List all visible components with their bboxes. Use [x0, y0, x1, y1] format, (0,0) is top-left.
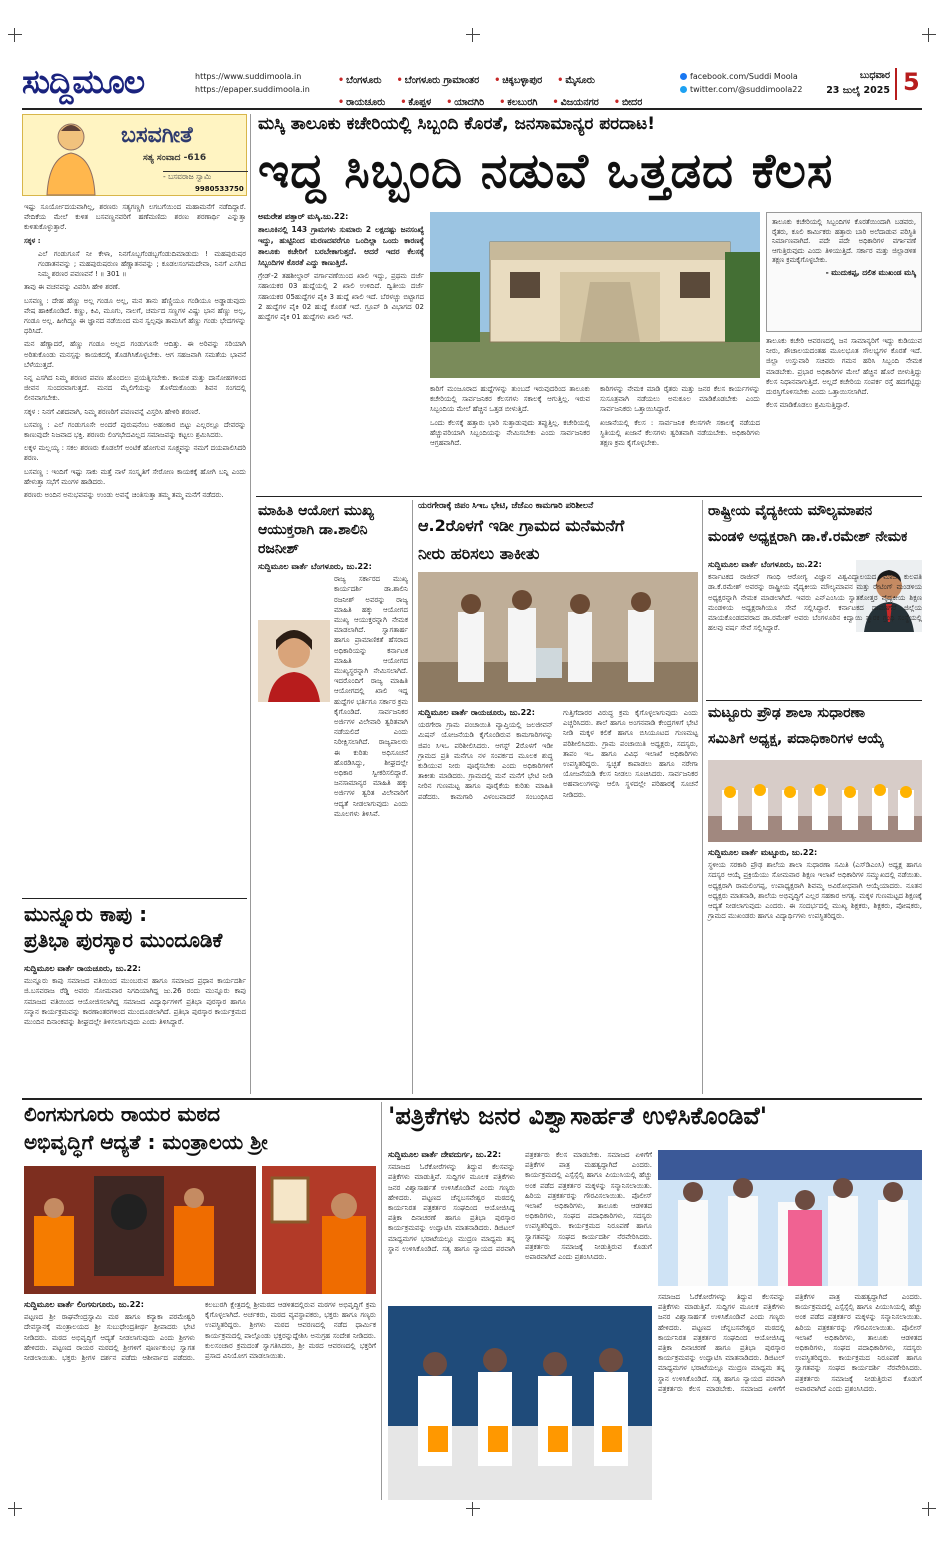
school-byline: ಸುದ್ದಿಮೂಲ ವಾರ್ತೆ ಮಟ್ಟೂರು, ಜು.22:	[708, 848, 818, 857]
lead-paragraph: ಕೆಲಸ ಮಾಡಿಕೊಡಲು ಶ್ರಮಿಸುತ್ತಿದ್ದಾರೆ.	[766, 401, 850, 410]
taluk-office-photo	[430, 212, 760, 378]
press-body	[388, 1150, 652, 1300]
mantralaya-byline: ಸುದ್ದಿಮೂಲ ವಾರ್ತೆ ಲಿಂಗಸುಗೂರು, ಜು.22:	[24, 1300, 144, 1309]
lead-headline: ಇದ್ದ ಸಿಬ್ಬಂದಿ ನಡುವೆ ಒತ್ತಡದ ಕೆಲಸ	[258, 143, 834, 199]
building-icon	[430, 212, 760, 378]
school-headline-2: ಸಮಿತಿಗೆ ಅಧ್ಯಕ್ಷ, ಪದಾಧಿಕಾರಿಗಳ ಆಯ್ಕೆ	[708, 731, 885, 747]
column-rule	[702, 500, 703, 1094]
basava-paragraph: ತಾವು ಈ ವಚನವನ್ನು ವಿವರಿಸಿ ಹೇಳಿ ಶರಣೆ.	[24, 283, 121, 292]
column-rule	[250, 114, 251, 1094]
nav-vijayanagar[interactable]: • ವಿಜಯನಗರ	[552, 97, 599, 108]
lead-paragraph: ಕಾರಿಗೆ ಮಂಜೂರಾದ ಹುದ್ದೆಗಳನ್ನು ತುಂಬದೆ ಇರುವುದರಿಂದ ತಾಲೂಕು ಕಚೇರಿಯಲ್ಲಿ ಸಾರ್ವಜನಿಕರ ಕೆಲಸಗಳು ಸಕಾಲಕ್ಕೆ ಆಗುತ್ತಿಲ್ಲ. ಇರುವ ಸಿಬ್ಬಂದಿಯ ಮೇಲೆ ಹೆಚ್ಚಿನ ಒತ್ತಡ ಬೀಳುತ್ತಿದೆ.	[430, 385, 590, 414]
ramesh-text: ಕರ್ನಾಟಕದ ರಾಜೀವ್ ಗಾಂಧಿ ಆರೋಗ್ಯ ವಿಜ್ಞಾನ ವಿಶ್ವವಿದ್ಯಾಲಯದ ಮಾಜಿ ಕುಲಪತಿ ಡಾ.ಕೆ.ರಮೇಶ್ ಅವರನ್ನು ರಾಷ್ಟ್ರೀಯ ವೈದ್ಯಕೀಯ ಮೌಲ್ಯಮಾಪನ ಮತ್ತು ರೇಟಿಂಗ್ ಮಂಡಳಿಯ ಅಧ್ಯಕ್ಷರನ್ನಾಗಿ ನೇಮಕ ಮಾಡಲಾಗಿದೆ. ಇವರು ಎನ್‌ಎಂಸಿಯ ಸ್ವಾತಕೋತ್ತರ ವೈದ್ಯಕೀಯ ಶಿಕ್ಷಣ ಮಂಡಳಿಯ ಅಧ್ಯಕ್ಷರಾಗಿಯೂ ಸೇವೆ ಸಲ್ಲಿಸಿದ್ದಾರೆ. ಕರ್ನಾಟಕದ ದಾವಣಗೆರೆ ಜಿಲ್ಲೆಯ ಮಾಯಕೊಂಡದವರಾದ ಡಾ.ರಮೇಶ್ ಅವರು ಬೆಂಗಳೂರಿನ ಕಿದ್ವಾಯಿ ಸ್ಮಾರಕ ಗ್ರಂಥಿ ಸಂಸ್ಥೆಯಲ್ಲಿ ಹಲವು ವರ್ಷ ಸೇವೆ ಸಲ್ಲಿಸಿದ್ದಾರೆ.	[708, 573, 922, 633]
nav-chikkaballapur[interactable]: • ಚಿಕ್ಕಬಳ್ಳಾಪುರ	[494, 75, 543, 86]
basava-subtitle: ಸತ್ಯ ಸಂವಾದ -616	[143, 153, 207, 163]
press-byline: ಸುದ್ದಿಮೂಲ ವಾರ್ತೆ ದೇವದುರ್ಗ, ಜು.22:	[388, 1150, 502, 1159]
ramesh-body	[708, 560, 922, 696]
website-link[interactable]: https://www.suddimoola.in	[195, 72, 302, 81]
column-rule	[381, 1102, 382, 1500]
basava-paragraph: ಬಸವಣ್ಣ : ಇಂದಿಗೆ ಇಷ್ಟು ಸಾಕು ಮತ್ತೆ ನಾಳೆ ಸಂಸ್ಕೃತಿಗೆ ಸೇರೋಣ ಕಾಯಕಕ್ಕೆ ಹೋಗಿ ಬನ್ನಿ ಎಂದು ಹೇಳುತ್ತಾ ಸಭೆಗೆ ಮಂಗಳ ಹಾಡಿದರು.	[24, 467, 246, 486]
lead-quote: ತಾಲೂಕು ಕಚೇರಿಯಲ್ಲಿ ಸಿಬ್ಬಂದಿಗಳ ಕೊರತೆಯಿಂದಾಗಿ ಬಡವರು, ರೈತರು, ಕೂಲಿ ಕಾರ್ಮಿಕರು ಹತ್ತಾರು ಬಾರಿ ಅಲೆದಾಡುವ ಪರಿಸ್ಥಿತಿ ನಿರ್ಮಾಣವಾಗಿದೆ. ಪದೇ ಪದೇ ಅಧಿಕಾರಿಗಳ ವರ್ಗಾವಣೆ ಆಗುತ್ತಿರುವುದು ಎಂದು ತಿಳಿಯುತ್ತಿದೆ. ಸರ್ಕಾರ ಮತ್ತು ಜಿಲ್ಲಾಡಳಿತ ತಕ್ಷಣ ಕ್ರಮಕೈಗೊಳ್ಳಬೇಕು.	[772, 218, 916, 265]
stage-icon	[658, 1150, 922, 1286]
press-text: ಸಮಾಜದ ಓರೆಕೋರೆಗಳನ್ನು ತಿದ್ದುವ ಕೆಲಸವನ್ನು ಪತ್ರಿಕೆಗಳು ಮಾಡುತ್ತಿವೆ. ಸುದ್ದಿಗಳ ಮೂಲಕ ಪತ್ರಿಕೆಗಳು ಜನರ ವಿಶ್ವಾಸಾರ್ಹತೆ ಉಳಿಸಿಕೊಂಡಿವೆ ಎಂದು ಗಣ್ಯರು ಹೇಳಿದರು. ಪಟ್ಟಣದ ಚೆನ್ನಬಸವೇಶ್ವರ ಮಠದಲ್ಲಿ ಕಾರ್ಯನಿರತ ಪತ್ರಕರ್ತರ ಸಂಘದಿಂದ ಆಯೋಜಿಸಿದ್ದ ಪತ್ರಿಕಾ ದಿನಾಚರಣೆ ಹಾಗೂ ಪ್ರತಿಭಾ ಪುರಸ್ಕಾರ ಕಾರ್ಯಕ್ರಮವನ್ನು ಉದ್ಘಾಟಿಸಿ ಮಾತನಾಡಿದರು. ಡಿಜಿಟಲ್ ಮಾಧ್ಯಮಗಳ ಭರಾಟೆಯಲ್ಲೂ ಮುದ್ರಣ ಮಾಧ್ಯಮ ತನ್ನ ಸ್ಥಾನ ಉಳಿಸಿಕೊಂಡಿದೆ. ಸತ್ಯ ಹಾಗೂ ನ್ಯಾಯದ ಪರವಾಗಿ ಪತ್ರಕರ್ತರು ಕೆಲಸ ಮಾಡಬೇಕು. ಸಮಾಜದ ಏಳಿಗೆಗೆ ಪತ್ರಿಕೆಗಳ ಪಾತ್ರ ಮಹತ್ವದ್ದಾಗಿದೆ ಎಂದರು. ಕಾರ್ಯಕ್ರಮದಲ್ಲಿ ಎಸ್ಸೆಸ್ಸೆಲ್ಸಿ ಹಾಗೂ ಪಿಯುಸಿಯಲ್ಲಿ ಹೆಚ್ಚು ಅಂಕ ಪಡೆದ ಪತ್ರಕರ್ತರ ಮಕ್ಕಳನ್ನು ಸನ್ಮಾನಿಸಲಾಯಿತು. ಹಿರಿಯ ಪತ್ರಕರ್ತರನ್ನು ಗೌರವಿಸಲಾಯಿತು. ಪೊಲೀಸ್ ಇಲಾಖೆ ಅಧಿಕಾರಿಗಳು, ತಾಲೂಕು ಆಡಳಿತದ ಅಧಿಕಾರಿಗಳು, ಸಂಘದ ಪದಾಧಿಕಾರಿಗಳು, ಸದಸ್ಯರು ಉಪಸ್ಥಿತರಿದ್ದರು. ಕಾರ್ಯಕ್ರಮದ ನಿರೂಪಣೆ ಹಾಗೂ ಸ್ವಾಗತವನ್ನು ಸಂಘದ ಕಾರ್ಯದರ್ಶಿ ನೆರವೇರಿಸಿದರು. ಪತ್ರಕರ್ತರು ಸಮಾಜಕ್ಕೆ ನೀಡುತ್ತಿರುವ ಕೊಡುಗೆ ಅಪಾರವಾಗಿದೆ ಎಂದು ಪ್ರಶಂಸಿಸಿದರು.	[388, 1151, 652, 1262]
crop-mark	[466, 28, 480, 42]
award-headline-1: ಮುನ್ನೂರು ಕಾಪು :	[24, 902, 148, 926]
lead-side-text: ತಾಲೂಕು ಕಚೇರಿ ಆವರಣದಲ್ಲಿ ಜನ ಸಾಮಾನ್ಯರಿಗೆ ಇದ್ದು ಕುಡಿಯುವ ನೀರು, ಶೌಚಾಲಯದಂತಹ ಮೂಲಭೂತ ಸೌಲಭ್ಯಗಳ ಕೊರತೆ ಇದೆ. ಜಿಲ್ಲಾ ಉಸ್ತುವಾರಿ ಸಚಿವರು ಗಮನ ಹರಿಸಿ ಸಿಬ್ಬಂದಿ ನೇಮಕ ಮಾಡಬೇಕು. ಪ್ರಭಾರ ಅಧಿಕಾರಿಗಳ ಮೇಲೆ ಹೆಚ್ಚಿನ ಹೊರೆ ಬೀಳುತ್ತಿದ್ದು ಕೆಲಸ ನಿಧಾನವಾಗುತ್ತಿದೆ. ಅಲ್ಲದೆ ಕಚೇರಿಯ ಸಂಪರ್ಕ ರಸ್ತೆ ಹದಗೆಟ್ಟಿದ್ದು ದುರಸ್ತಿಗೊಳಿಸಬೇಕು ಎಂದು ಒತ್ತಾಯಿಸಲಾಗಿದೆ.	[766, 337, 922, 397]
award-headline-2: ಪ್ರತಿಭಾ ಪುರಸ್ಕಾರ ಮುಂದೂಡಿಕೆ	[24, 928, 223, 952]
basava-geete-box	[22, 114, 247, 196]
lead-paragraph: ಖಜಾನೆಯಲ್ಲಿ ಕೆಲಸ : ಸಾರ್ವಜನಿಕ ಕೆಲಸಗಳೇ ಸಕಾಲಕ್ಕೆ ನಡೆಯದ ಸ್ಥಿತಿಯಲ್ಲಿ ಖಜಾನೆ ಕೆಲಸಗಳು ತ್ವರಿತವಾಗಿ ನಡೆಯಬೇಕು. ಅಧಿಕಾರಿಗಳು ತಕ್ಷಣ ಕ್ರಮ ಕೈಗೊಳ್ಳಬೇಕು.	[600, 418, 760, 448]
nav-raichur[interactable]: • ರಾಯಚೂರು	[338, 97, 386, 108]
page-number: 5	[895, 68, 925, 100]
temple-icon	[24, 1166, 256, 1294]
saint-illustration-icon	[27, 117, 115, 195]
water-kicker: ಯರಗೇರಾಕ್ಕೆ ಜಿಪಂ ಸಿಇಒ ಭೇಟಿ, ಜೆಜೆಎಂ ಕಾಮಗಾರಿ ಪರಿಶೀಲನೆ	[418, 501, 594, 511]
crop-mark	[922, 28, 936, 42]
basava-paragraph: ಸಕ್ಕಳ : ನಿನಗೆ ವಿಶದವಾಗಿ, ನಿಮ್ಮ ಶರಣರಿಗೆ ಪವಣವನ್ನೆ ವಿಸ್ತರಿಸಿ ಹೇಳಿರಿ ಶರಣರೆ.	[24, 407, 201, 416]
water-headline-2: ನೀರು ಹರಿಸಲು ತಾಕೀತು	[418, 544, 540, 563]
nav-bengaluru[interactable]: • ಬೆಂಗಳೂರು	[338, 75, 382, 86]
basava-body	[24, 202, 246, 892]
lead-intro: ತಾಲೂಕಿನಲ್ಲಿ 143 ಗ್ರಾಮಗಳು ಸುಮಾರು 2 ಲಕ್ಷದಷ್ಟು ಜನಸಂಖ್ಯೆ ಇದ್ದು, ಹುಟ್ಟಿನಿಂದ ಮರಣದವರೆಗೂ ಒಂದಿಲ್ಲಾ ಒಂದು ಕಾರಣಕ್ಕೆ ತಾಲೂಕು ಕಚೇರಿಗೆ ಬರಬೇಕಾಗುತ್ತದೆ. ಆದರೆ ಇದರ ಕೆಲಸಕ್ಕೆ ಸಿಬ್ಬಂದಿಗಳ ಕೊರತೆ ಎದ್ದು ಕಾಣುತ್ತಿದೆ.	[258, 225, 424, 268]
school-headline-1: ಮಟ್ಟೂರು ಪ್ರೌಢ ಶಾಲಾ ಸುಧಾರಣಾ	[708, 705, 866, 721]
shalini-byline: ಸುದ್ದಿಮೂಲ ವಾರ್ತೆ ಬೆಂಗಳೂರು, ಜು.22:	[258, 562, 372, 571]
water-headline-1: ಆ.2ರೊಳಗೆ ಇಡೀ ಗ್ರಾಮದ ಮನೆಮನೆಗೆ	[418, 516, 625, 535]
header-links	[195, 70, 325, 100]
column-rule	[412, 500, 413, 1094]
press-stage-photo	[658, 1150, 922, 1286]
shalini-body	[258, 562, 408, 1094]
basava-author: - ಬಸವರಾಜ ಸ್ವಾಮಿ	[163, 171, 248, 183]
basava-paragraph: ಶರಣರು ಅಂದಿನ ಅನುಭವವನ್ನು ಉಂಡು ಅವನ್ನೆ ಚಿಂತಿಸುತ್ತಾ ತಮ್ಮ ತಮ್ಮ ಮನೆಗೆ ನಡೆದರು.	[24, 491, 224, 500]
basava-title: ಬಸವಗೀತೆ	[121, 123, 193, 148]
social-links	[680, 70, 820, 100]
water-text: ಯರಗೇರಾ ಗ್ರಾಮ ಪಂಚಾಯಿತಿ ವ್ಯಾಪ್ತಿಯಲ್ಲಿ ಜಲಜೀವನ್ ಮಿಷನ್ ಯೋಜನೆಯಡಿ ಕೈಗೊಂಡಿರುವ ಕಾಮಗಾರಿಗಳನ್ನು ಜಿಪಂ ಸಿಇಒ ಪರಿಶೀಲಿಸಿದರು. ಆಗಸ್ಟ್ 2ರೊಳಗೆ ಇಡೀ ಗ್ರಾಮದ ಪ್ರತಿ ಮನೆಗೂ ನಳ ಸಂಪರ್ಕದ ಮೂಲಕ ಶುದ್ಧ ಕುಡಿಯುವ ನೀರು ಪೂರೈಸಬೇಕು ಎಂದು ಅಧಿಕಾರಿಗಳಿಗೆ ತಾಕೀತು ಮಾಡಿದರು. ಗ್ರಾಮದಲ್ಲಿ ಮನೆ ಮನೆಗೆ ಭೇಟಿ ನೀಡಿ ನೀರಿನ ಗುಣಮಟ್ಟ ಹಾಗೂ ಪೂರೈಕೆಯ ಕುರಿತು ಮಾಹಿತಿ ಪಡೆದರು. ಕಾಮಗಾರಿ ವಿಳಂಬವಾದರೆ ಸಂಬಂಧಿಸಿದ ಗುತ್ತಿಗೆದಾರರ ವಿರುದ್ಧ ಕ್ರಮ ಕೈಗೊಳ್ಳಲಾಗುವುದು ಎಂದು ಎಚ್ಚರಿಸಿದರು. ಶಾಲೆ ಹಾಗೂ ಅಂಗನವಾಡಿ ಕೇಂದ್ರಗಳಿಗೆ ಭೇಟಿ ನೀಡಿ ಮಕ್ಕಳ ಕಲಿಕೆ ಹಾಗೂ ಬಿಸಿಯೂಟದ ಗುಣಮಟ್ಟ ಪರಿಶೀಲಿಸಿದರು. ಗ್ರಾಮ ಪಂಚಾಯಿತಿ ಅಧ್ಯಕ್ಷರು, ಸದಸ್ಯರು, ತಾಪಂ ಇಒ ಹಾಗೂ ವಿವಿಧ ಇಲಾಖೆ ಅಧಿಕಾರಿಗಳು ಉಪಸ್ಥಿತರಿದ್ದರು. ಸ್ವಚ್ಛತೆ ಕಾಪಾಡಲು ಹಾಗೂ ನರೇಗಾ ಯೋಜನೆಯಡಿ ಕೆಲಸ ನೀಡಲು ಸೂಚಿಸಿದರು. ಸಾರ್ವಜನಿಕರ ಅಹವಾಲುಗಳನ್ನು ಆಲಿಸಿ ಸ್ಥಳದಲ್ಲೇ ಪರಿಹಾರಕ್ಕೆ ಸೂಚನೆ ನೀಡಿದರು.	[418, 709, 698, 801]
press-headline: 'ಪತ್ರಿಕೆಗಳು ಜನರ ವಿಶ್ವಾಸಾರ್ಹತೆ ಉಳಿಸಿಕೊಂಡಿವೆ'	[388, 1102, 768, 1130]
twitter-icon	[680, 86, 687, 93]
masthead-rule	[22, 108, 922, 110]
edition-date-text: 23 ಜುಲೈ 2025	[826, 85, 890, 96]
basava-paragraph: ಬಸವಣ್ಣ : ಎಲೆ ಗಂಡುಗೂಸೇ ಅಂದರೆ ಪುರುಷನೆಂಬ ಅಹಂಕಾರ ಬಿಟ್ಟು ಎಲ್ಲರಲ್ಲೂ ದೇವರನ್ನು ಕಾಣುವುದೇ ನಿಜವಾದ ಭಕ್ತಿ. ಶರಣರು ಲಿಂಗಭೇದವಿಲ್ಲದ ಸಮಾಜವನ್ನು ಕಟ್ಟಲು ಶ್ರಮಿಸಿದರು.	[24, 420, 246, 440]
award-body	[24, 964, 246, 1094]
school-committee-photo	[708, 760, 922, 842]
section-rule	[256, 496, 922, 497]
nav-bidar[interactable]: • ಬೀದರ	[613, 97, 643, 108]
lead-quote-box	[766, 212, 922, 332]
shalini-text: ರಾಜ್ಯ ಸರ್ಕಾರದ ಮುಖ್ಯ ಕಾರ್ಯದರ್ಶಿ ಡಾ.ಶಾಲಿನಿ ರಜನೀಶ್ ಅವರನ್ನು ರಾಜ್ಯ ಮಾಹಿತಿ ಹಕ್ಕು ಆಯೋಗದ ಮುಖ್ಯ ಆಯುಕ್ತರನ್ನಾಗಿ ನೇಮಕ ಮಾಡಲಾಗಿದೆ. ಸ್ವಾಗತಾರ್ಹ ಹಾಗೂ ಪ್ರಾಮಾಣಿಕತೆ ಹೆಸರಾದ ಅಧಿಕಾರಿಯನ್ನು ಕರ್ನಾಟಕ ಮಾಹಿತಿ ಆಯೋಗದ ಮುಖ್ಯಸ್ಥರನ್ನಾಗಿ ನೇಮಿಸಲಾಗಿದೆ. ಇದರೊಂದಿಗೆ ರಾಜ್ಯ ಮಾಹಿತಿ ಆಯೋಗದಲ್ಲಿ ಖಾಲಿ ಇದ್ದ ಹುದ್ದೆಗಳ ಭರ್ತಿಗೂ ಸರ್ಕಾರ ಕ್ರಮ ಕೈಗೊಂಡಿದೆ. ಸಾರ್ವಜನಿಕರ ಅರ್ಜಿಗಳ ವಿಲೇವಾರಿ ತ್ವರಿತವಾಗಿ ನಡೆಯಲಿದೆ ಎಂದು ನಿರೀಕ್ಷಿಸಲಾಗಿದೆ. ರಾಜ್ಯಪಾಲರು ಈ ಕುರಿತು ಅಧಿಸೂಚನೆ ಹೊರಡಿಸಿದ್ದು, ಶೀಘ್ರದಲ್ಲೇ ಅಧಿಕಾರ ಸ್ವೀಕರಿಸಲಿದ್ದಾರೆ. ಜನಸಾಮಾನ್ಯರ ಮಾಹಿತಿ ಹಕ್ಕು ಅರ್ಜಿಗಳ ತ್ವರಿತ ವಿಲೇವಾರಿಗೆ ಆದ್ಯತೆ ನೀಡಲಾಗುವುದು ಎಂದು ಮೂಲಗಳು ತಿಳಿಸಿವೆ.	[334, 575, 408, 818]
lead-side-column	[766, 336, 922, 490]
basava-phone: 9980533750	[195, 185, 244, 193]
nav-koppal[interactable]: • ಕೊಪ್ಪಳ	[400, 97, 432, 108]
epaper-link[interactable]: https://epaper.suddimoola.in	[195, 85, 310, 94]
award-byline: ಸುದ್ದಿಮೂಲ ವಾರ್ತೆ ರಾಯಚೂರು, ಜು.22:	[24, 964, 141, 973]
mantralaya-headline-2: ಅಭಿವೃದ್ಧಿಗೆ ಆದ್ಯತೆ : ಮಂತ್ರಾಲಯ ಶ್ರೀ	[24, 1130, 268, 1154]
basava-paragraph: ಮನ ಹೆಣ್ಣಾದರೆ, ಹೆಣ್ಣು ಗಂಡೂ ಅಲ್ಲದ ಗಂಡುಗೂಸೇ ಆದಿತ್ತು. ಈ ಅರಿವನ್ನು ಸರಿಯಾಗಿ ಅರಿತುಕೊಂಡು ಮನಸ್ಸನ್ನು ಕಾಯಕದಲ್ಲಿ ತೊಡಗಿಸಿಕೊಳ್ಳಬೇಕು. ಆಗ ಸಹಜವಾಗಿ ಸಮತೆಯ ಭಾವನೆ ಬೆಳೆಯುತ್ತದೆ.	[24, 340, 246, 369]
nav-yadgir[interactable]: • ಯಾದಗಿರಿ	[446, 97, 485, 108]
water-inspection-photo	[418, 572, 698, 702]
edition-day: ಬುಧವಾರ	[859, 70, 890, 81]
basava-paragraph: ಸಕ್ಕಳ :	[24, 236, 41, 245]
shalini-headline: ಮಾಹಿತಿ ಆಯೋಗ ಮುಖ್ಯ ಆಯುಕ್ತರಾಗಿ ಡಾ.ಶಾಲಿನಿ ರಜನೀಶ್	[258, 503, 374, 557]
crop-mark	[466, 1502, 480, 1516]
lead-paragraph: ಕಾರಿಗಳನ್ನು ನೇಮಕ ಮಾಡಿ ರೈತರು ಮತ್ತು ಜನರ ಕೆಲಸ ಕಾರ್ಯಗಳನ್ನು ಸುಸೂತ್ರವಾಗಿ ನಡೆಯಲು ಅನುಕೂಲ ಮಾಡಿಕೊಡಬೇಕು ಎಂದು ಸಾರ್ವಜನಿಕರು ಒತ್ತಾಯಿಸಿದ್ದಾರೆ.	[600, 385, 760, 414]
section-rule	[22, 1098, 922, 1100]
group-photo-icon	[708, 760, 922, 842]
nav-bengaluru-rural[interactable]: • ಬೆಂಗಳೂರು ಗ್ರಾಮಾಂತರ	[396, 75, 480, 86]
water-body	[418, 708, 698, 1094]
facebook-link[interactable]: facebook.com/Suddi Moola	[680, 70, 820, 83]
facebook-icon	[680, 73, 687, 80]
district-nav	[338, 68, 678, 108]
seer-icon	[262, 1166, 376, 1294]
crowd-icon	[418, 572, 698, 702]
mantralaya-headline-1: ಲಿಂಗಸುಗೂರು ರಾಯರ ಮಠದ	[24, 1102, 221, 1126]
school-body	[708, 848, 922, 1094]
lead-paragraph: ಒಂದು ಕೆಲಸಕ್ಕೆ ಹತ್ತಾರು ಭಾರಿ ಸುತ್ತಾಡುವುದು ತಪ್ಪುತ್ತಿಲ್ಲ. ಕಚೇರಿಯಲ್ಲಿ ಹೆಚ್ಚುವರಿಯಾಗಿ ಸಿಬ್ಬಂದಿಯನ್ನು ನೇಮಿಸಬೇಕು ಎಂದು ಸಾರ್ವಜನಿಕರ ಆಗ್ರಹವಾಗಿದೆ.	[430, 418, 590, 448]
press-body-continued	[658, 1292, 922, 1500]
ramesh-byline: ಸುದ್ದಿಮೂಲ ವಾರ್ತೆ ಬೆಂಗಳೂರು, ಜು.22:	[708, 560, 822, 569]
basava-paragraph: ಇಷ್ಟು ಸೂರ್ಯೋದಯವಾಗಿಲ್ಲ, ಶರಣರು ಸತ್ಯಗಣ್ಣಗಿ ಲಗಬಗೆಯಿಂದ ಮಹಾಮನೆಗೆ ನಡೆದಿದ್ದಾರೆ. ವೇದಿಕೆಯ ಮೇಲೆ ಕುಳಿತ ಬಸವಣ್ಣನವರಿಗೆ ಹಣೆಮಣಿದು ಶರಣು ಶರಣಾರ್ಥಿ ಎನ್ನುತ್ತಾ ಕುಳಿತುಕೊಳ್ಳುತ್ತಾರೆ.	[24, 203, 246, 232]
ramesh-headline-2: ಮಂಡಳಿ ಅಧ್ಯಕ್ಷರಾಗಿ ಡಾ.ಕೆ.ರಮೇಶ್ ನೇಮಕ	[708, 529, 908, 545]
lead-kicker: ಮಸ್ಕಿ ತಾಲೂಕು ಕಚೇರಿಯಲ್ಲಿ ಸಿಬ್ಬಂದಿ ಕೊರತೆ, ಜನಸಾಮಾನ್ಯರ ಪರದಾಟ!	[258, 114, 656, 134]
basava-paragraph: ಬಸವಣ್ಣ : ದೇಹ ಹೆಣ್ಣು ಅಲ್ಲ ಗಂಡೂ ಅಲ್ಲ, ಮನ ತಾನು ಹೆಣ್ಣಿಯೂ ಗಂಡಿಯೂ ಅಡ್ಡಾಡುವುದು ವೇಷ ಹಾಕಿಕೊಂಡಿದೆ. ಕಣ್ಣು, ಕಿವಿ, ಮೂಗು, ನಾಲಗೆ, ಚರ್ಮದ ಸಣ್ಣಗಳ ವಿಷ್ಣು ಭಾನ ಹೆಣ್ಣು ಅಲ್ಲ, ಗಂಡೂ ಅಲ್ಲ. ಹೀಗಿದ್ದೂ ಈ ಜ್ಞಾನದ ನಡೆಯಿಂದ ಮನ ಸ್ವಲ್ಪವೂ ತಾಮಸಿಗೆ ಹೆಣ್ಣು ಗಂಡು ಭೇದಗಳನ್ನು ಧರಿಸಿದೆ.	[24, 296, 246, 336]
basava-verse: ಎಲೆ ಗಂಡುಗೂಸೆ ನೀ ಕೇಳಾ, ನಿನಗೊಬ್ಬಗೆಂಡಬ್ಬಗೆಂಡುದಿಮಾಡುದು ! ಮಹಪುರುಷರ ಗಂಡಾತನವನ್ನು ; ಮಹಪುರುಷರುಣ ಹೆಣ್ಣಾತನವನ್ನು ; ಕೂಡಲಸಂಗಮದೇವಾ, ನಿನಗೆ ಎಸಗಿದ ನಿಮ್ಮ ಶರಣರ ಪವಣವನೆ ! ॥ 301 ॥	[38, 249, 246, 279]
crop-mark	[8, 1502, 22, 1516]
mantralaya-text: ಪಟ್ಟಣದ ಶ್ರೀ ರಾಘವೇಂದ್ರಸ್ವಾಮಿ ಮಠ ಹಾಗೂ ಕನ್ಯಾಕಾ ಪರಮೇಶ್ವರಿ ದೇವಸ್ಥಾನಕ್ಕೆ ಮಂತ್ರಾಲಯದ ಶ್ರೀ ಸುಬುಧೇಂದ್ರತೀರ್ಥ ಶ್ರೀಪಾದರು ಭೇಟಿ ನೀಡಿದರು. ಮಠದ ಅಭಿವೃದ್ಧಿಗೆ ಆದ್ಯತೆ ನೀಡಲಾಗುವುದು ಎಂದು ಶ್ರೀಗಳು ಹೇಳಿದರು. ಪಟ್ಟಣದ ರಾಯರ ಮಠದಲ್ಲಿ ಶ್ರೀಗಳಿಗೆ ಪೂರ್ಣಕುಂಭ ಸ್ವಾಗತ ನೀಡಲಾಯಿತು. ಭಕ್ತರು ಶ್ರೀಗಳ ದರ್ಶನ ಪಡೆದು ಆಶೀರ್ವಾದ ಪಡೆದರು. ಕಲಬುರಗಿ ಕ್ಷೇತ್ರದಲ್ಲಿ ಶ್ರೀಮಠದ ಆಡಳಿತದಲ್ಲಿರುವ ಮಠಗಳ ಅಭಿವೃದ್ಧಿಗೆ ಕ್ರಮ ಕೈಗೊಳ್ಳಲಾಗಿದೆ. ಅರ್ಚಕರು, ಮಠದ ವ್ಯವಸ್ಥಾಪಕರು, ಭಕ್ತರು ಹಾಗೂ ಗಣ್ಯರು ಉಪಸ್ಥಿತರಿದ್ದರು. ಶ್ರೀಗಳು ಮಠದ ಆವರಣದಲ್ಲಿ ನಡೆದ ಧಾರ್ಮಿಕ ಕಾರ್ಯಕ್ರಮದಲ್ಲಿ ಪಾಲ್ಗೊಂಡು ಭಕ್ತರನ್ನುದ್ದೇಶಿಸಿ ಅನುಗ್ರಹ ಸಂದೇಶ ನೀಡಿದರು. ಕುಲಸಂಚಾರ ಕ್ರಮದಂತೆ ಸ್ವಾಗತಿಸಿದರು, ಶ್ರೀ ಮಠದ ಆವರಣದಲ್ಲಿ ಭಕ್ತರಿಗೆ ಪ್ರಸಾದ ವಿನಿಯೋಗ ಮಾಡಲಾಯಿತು.	[24, 1301, 376, 1363]
lead-intro-column	[258, 212, 424, 490]
mantralaya-photo-2	[262, 1166, 376, 1294]
ramesh-headline-1: ರಾಷ್ಟ್ರೀಯ ವೈದ್ಯಕೀಯ ಮೌಲ್ಯಮಾಪನ	[708, 503, 873, 519]
twitter-link[interactable]: twitter.com/@suddimoola22	[680, 83, 820, 96]
section-rule	[22, 898, 247, 899]
lead-quote-signature: - ಮುದುಕಪ್ಪ, ದಲಿತ ಮುಖಂಡ ಮಸ್ಕಿ	[825, 267, 916, 277]
lead-paragraph: ಗ್ರೇಡ್-2 ತಹಶೀಲ್ದಾರ್ ವರ್ಗಾವಣೆಯಿಂದ ಖಾಲಿ ಇದ್ದು, ಪ್ರಥಮ ದರ್ಜೆ ಸಹಾಯಕರ 03 ಹುದ್ದೆಯಲ್ಲಿ 2 ಖಾಲಿ ಉಳಿದಿದೆ. ದ್ವಿತೀಯ ದರ್ಜೆ ಸಹಾಯಕರ 05ಹುದ್ದೆಗಳ ಪೈಕಿ 3 ಹುದ್ದೆ ಖಾಲಿ ಇದೆ. ಬೆರಳಚ್ಚು ಬಿಟ್ಟಾಗದ 2 ಹುದ್ದೆಗಳ ಪೈಕಿ 02 ಹುದ್ದೆ ಕೊರತೆ ಇದೆ. ಗ್ರೂಪ್ ಡಿ ವಿಭಾಗದ 02 ಹುದ್ದೆಗಳ ಪೈಕಿ 01 ಹುದ್ದೆಗಳು ಖಾಲಿ ಇವೆ.	[258, 272, 424, 322]
crop-mark	[922, 1502, 936, 1516]
nav-mysuru[interactable]: • ಮೈಸೂರು	[557, 75, 595, 86]
nav-kalaburagi[interactable]: • ಕಲಬುರಗಿ	[499, 97, 538, 108]
lead-col-2	[430, 384, 760, 490]
award-text: ಮುನ್ನೂರು ಕಾಪು ಸಮಾಜದ ವತಿಯಿಂದ ಮುಂಬರುವ ಹಾಗೂ ಸಮಾಜದ ಪ್ರಧಾನ ಕಾರ್ಯದರ್ಶಿ ಜಿ.ಬಸವರಾಜ ರೆಡ್ಡಿ ಅವರು ಸೋಮವಾರ ನಿಗದಿಯಾಗಿದ್ದ ಜು.26 ರಂದು ಮುನ್ನೂರು ಕಾಪು ಸಮಾಜದ ವತಿಯಿಂದ ಆಯೋಜಿಸಲಾಗಿದ್ದ ಸಮಾಜದ ವಿದ್ಯಾರ್ಥಿಗಳಿಗೆ ಪ್ರತಿಭಾ ಪುರಸ್ಕಾರ ಹಾಗೂ ಸನ್ಮಾನ ಕಾರ್ಯಕ್ರಮವನ್ನು ಕಾರಣಾಂತರಗಳಿಂದ ಮುಂದೂಡಲಾಗಿದೆ. ಪ್ರತಿಭಾ ಪುರಸ್ಕಾರ ಕಾರ್ಯಕ್ರಮದ ಮುಂದಿನ ದಿನಾಂಕವನ್ನು ಶೀಘ್ರದಲ್ಲೇ ತಿಳಿಸಲಾಗುವುದು ಎಂದು ತಿಳಿಸಿದ್ದಾರೆ.	[24, 977, 246, 1027]
edition-date	[820, 68, 890, 100]
mantralaya-photo-1	[24, 1166, 256, 1294]
masthead-logo[interactable]: ಸುದ್ದಿಮೂಲ	[22, 62, 145, 101]
lead-byline: ಅಮರೇಶ ಪತ್ತಾರ್ ಮಸ್ಕಿ.ಜು.22:	[258, 212, 349, 221]
water-byline: ಸುದ್ದಿಮೂಲ ವಾರ್ತೆ ರಾಯಚೂರು, ಜು.22:	[418, 708, 535, 717]
mantralaya-body	[24, 1300, 376, 1500]
basava-paragraph: ನಿನ್ನ ಎಸಗಿದ ನಿಮ್ಮ ಶರಣರ ಪವಣ ಹೊಂದಲು ಪ್ರಯತ್ನಿಸಬೇಕು. ಕಾಯಕ ಮತ್ತು ದಾಸೋಹಗಳಿಂದ ಜೀವನ ಸುಂದರವಾಗುತ್ತದೆ. ಮನದ ಮೈಲಿಗೆಯನ್ನು ತೊಳೆದುಕೊಂಡು ಶಿವನ ಸಂಗದಲ್ಲಿ ಲೀನವಾಗಬೇಕು.	[24, 374, 246, 403]
basava-paragraph: ಲಕ್ಕಳ ಮಲ್ಲಯ್ಯ : ಸಕಲ ಶರಣರು ಕೊಡಲೆಗೆ ಅಂಟಿಕೆ ಹೋಗುವ ಸೂಕ್ಷ್ಮವನ್ನು ನಮಗೆ ದಯಪಾಲಿಸಿದರಿ ಶರಣ.	[24, 444, 246, 463]
section-rule	[706, 700, 922, 701]
crop-mark	[8, 28, 22, 42]
press-award-photo	[388, 1306, 652, 1500]
school-text: ಸ್ಥಳೀಯ ಸರಕಾರಿ ಪ್ರೌಢ ಶಾಲೆಯ ಶಾಲಾ ಸುಧಾರಣಾ ಸಮಿತಿ (ಎಸ್‌ಡಿಎಂಸಿ) ಅಧ್ಯಕ್ಷ ಹಾಗೂ ಸದಸ್ಯರ ಆಯ್ಕೆ ಪ್ರಕ್ರಿಯೆಯು ಸೋಮವಾರ ಶಿಕ್ಷಣ ಇಲಾಖೆ ಅಧಿಕಾರಿಗಳ ಸಮ್ಮುಖದಲ್ಲಿ ನಡೆಯಿತು. ಅಧ್ಯಕ್ಷರಾಗಿ ರಾಮಲಿಂಗಪ್ಪ, ಉಪಾಧ್ಯಕ್ಷರಾಗಿ ಶಿವಮ್ಮ ಅವಿರೋಧವಾಗಿ ಆಯ್ಕೆಯಾದರು. ನೂತನ ಅಧ್ಯಕ್ಷರು ಮಾತನಾಡಿ, ಶಾಲೆಯ ಅಭಿವೃದ್ಧಿಗೆ ಎಲ್ಲರ ಸಹಕಾರ ಅಗತ್ಯ. ಮಕ್ಕಳ ಗುಣಮಟ್ಟದ ಶಿಕ್ಷಣಕ್ಕೆ ಆದ್ಯತೆ ನೀಡಲಾಗುವುದು ಎಂದರು. ಈ ಸಂದರ್ಭದಲ್ಲಿ ಮುಖ್ಯ ಶಿಕ್ಷಕರು, ಶಿಕ್ಷಕರು, ಪೋಷಕರು, ಗ್ರಾಮದ ಮುಖಂಡರು ಹಾಗೂ ವಿದ್ಯಾರ್ಥಿಗಳು ಉಪಸ್ಥಿತರಿದ್ದರು.	[708, 861, 922, 921]
award-ceremony-icon	[388, 1306, 652, 1500]
press-text-continued: ಸಮಾಜದ ಓರೆಕೋರೆಗಳನ್ನು ತಿದ್ದುವ ಕೆಲಸವನ್ನು ಪತ್ರಿಕೆಗಳು ಮಾಡುತ್ತಿವೆ. ಸುದ್ದಿಗಳ ಮೂಲಕ ಪತ್ರಿಕೆಗಳು ಜನರ ವಿಶ್ವಾಸಾರ್ಹತೆ ಉಳಿಸಿಕೊಂಡಿವೆ ಎಂದು ಗಣ್ಯರು ಹೇಳಿದರು. ಪಟ್ಟಣದ ಚೆನ್ನಬಸವೇಶ್ವರ ಮಠದಲ್ಲಿ ಕಾರ್ಯನಿರತ ಪತ್ರಕರ್ತರ ಸಂಘದಿಂದ ಆಯೋಜಿಸಿದ್ದ ಪತ್ರಿಕಾ ದಿನಾಚರಣೆ ಹಾಗೂ ಪ್ರತಿಭಾ ಪುರಸ್ಕಾರ ಕಾರ್ಯಕ್ರಮವನ್ನು ಉದ್ಘಾಟಿಸಿ ಮಾತನಾಡಿದರು. ಡಿಜಿಟಲ್ ಮಾಧ್ಯಮಗಳ ಭರಾಟೆಯಲ್ಲೂ ಮುದ್ರಣ ಮಾಧ್ಯಮ ತನ್ನ ಸ್ಥಾನ ಉಳಿಸಿಕೊಂಡಿದೆ. ಸತ್ಯ ಹಾಗೂ ನ್ಯಾಯದ ಪರವಾಗಿ ಪತ್ರಕರ್ತರು ಕೆಲಸ ಮಾಡಬೇಕು. ಸಮಾಜದ ಏಳಿಗೆಗೆ ಪತ್ರಿಕೆಗಳ ಪಾತ್ರ ಮಹತ್ವದ್ದಾಗಿದೆ ಎಂದರು. ಕಾರ್ಯಕ್ರಮದಲ್ಲಿ ಎಸ್ಸೆಸ್ಸೆಲ್ಸಿ ಹಾಗೂ ಪಿಯುಸಿಯಲ್ಲಿ ಹೆಚ್ಚು ಅಂಕ ಪಡೆದ ಪತ್ರಕರ್ತರ ಮಕ್ಕಳನ್ನು ಸನ್ಮಾನಿಸಲಾಯಿತು. ಹಿರಿಯ ಪತ್ರಕರ್ತರನ್ನು ಗೌರವಿಸಲಾಯಿತು. ಪೊಲೀಸ್ ಇಲಾಖೆ ಅಧಿಕಾರಿಗಳು, ತಾಲೂಕು ಆಡಳಿತದ ಅಧಿಕಾರಿಗಳು, ಸಂಘದ ಪದಾಧಿಕಾರಿಗಳು, ಸದಸ್ಯರು ಉಪಸ್ಥಿತರಿದ್ದರು. ಕಾರ್ಯಕ್ರಮದ ನಿರೂಪಣೆ ಹಾಗೂ ಸ್ವಾಗತವನ್ನು ಸಂಘದ ಕಾರ್ಯದರ್ಶಿ ನೆರವೇರಿಸಿದರು. ಪತ್ರಕರ್ತರು ಸಮಾಜಕ್ಕೆ ನೀಡುತ್ತಿರುವ ಕೊಡುಗೆ ಅಪಾರವಾಗಿದೆ ಎಂದು ಪ್ರಶಂಸಿಸಿದರು.	[658, 1293, 922, 1393]
